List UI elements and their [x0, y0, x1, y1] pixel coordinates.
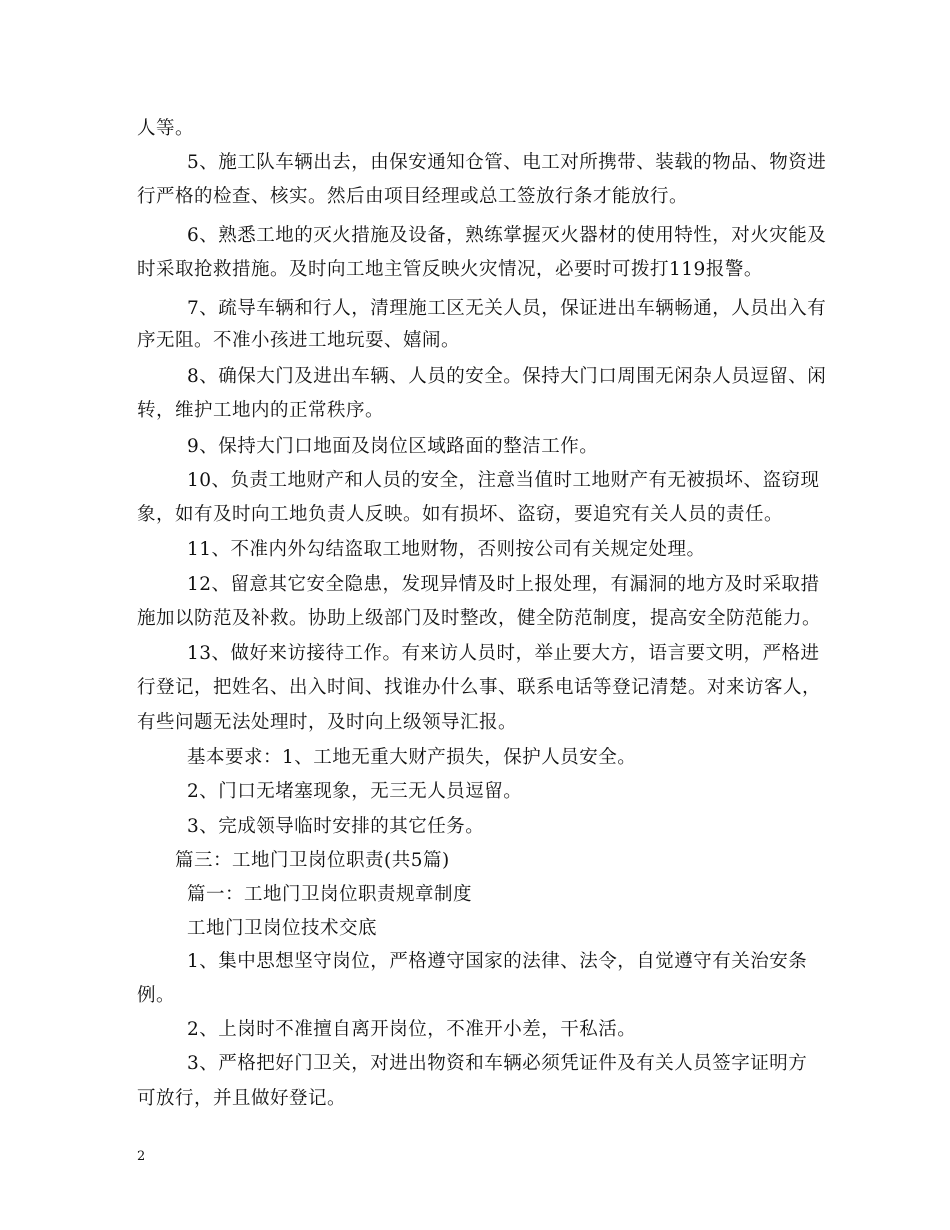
text-line: 3、完成领导临时安排的其它任务。: [187, 816, 485, 837]
text-line: 13、做好来访接待工作。有来访人员时，举止要大方，语言要文明，严格进: [187, 643, 820, 664]
text-line: 篇三：工地门卫岗位职责(共5篇): [175, 850, 450, 871]
text-line: 基本要求：1、工地无重大财产损失，保护人员安全。: [187, 747, 637, 768]
text-line: 篇一：工地门卫岗位职责规章制度: [187, 884, 473, 905]
text-line: 2、门口无堵塞现象，无三无人员逗留。: [187, 781, 523, 802]
text-line: 行登记，把姓名、出入时间、找谁办什么事、联系电话等登记清楚。对来访客人，: [137, 677, 822, 698]
text-line: 5、施工队车辆出去，由保安通知仓管、电工对所携带、装载的物品、物资进: [187, 152, 827, 173]
text-line: 人等。: [137, 118, 195, 139]
text-line: 1、集中思想坚守岗位，严格遵守国家的法律、法令，自觉遵守有关治安条: [187, 951, 808, 972]
text-line: 行严格的检查、核实。然后由项目经理或总工签放行条才能放行。: [137, 186, 689, 207]
text-line: 例。: [137, 985, 176, 1006]
text-line: 8、确保大门及进出车辆、人员的安全。保持大门口周围无闲杂人员逗留、闲: [187, 366, 827, 387]
text-line: 3、严格把好门卫关，对进出物资和车辆必须凭证件及有关人员签字证明方: [187, 1053, 808, 1074]
text-line: 工地门卫岗位技术交底: [187, 918, 378, 939]
text-line: 6、熟悉工地的灭火措施及设备，熟练掌握灭火器材的使用特性，对火灾能及: [187, 225, 827, 246]
text-line: 转，维护工地内的正常秩序。: [137, 400, 385, 421]
text-line: 7、疏导车辆和行人，清理施工区无关人员，保证进出车辆畅通，人员出入有: [187, 298, 827, 319]
text-line: 2、上岗时不准擅自离开岗位，不准开小差，干私活。: [187, 1019, 637, 1040]
text-line: 象，如有及时向工地负责人反映。如有损坏、盗窃，要追究有关人员的责任。: [137, 504, 784, 525]
text-line: 时采取抢救措施。及时向工地主管反映火灾情况，必要时可拨打119报警。: [137, 259, 763, 280]
text-line: 12、留意其它安全隐患，发现异情及时上报处理，有漏洞的地方及时采取措: [187, 574, 820, 595]
text-line: 序无阻。不准小孩进工地玩耍、嬉闹。: [137, 330, 461, 351]
page-number: 2: [137, 1149, 146, 1164]
text-line: 可放行，并且做好登记。: [137, 1088, 347, 1109]
text-line: 有些问题无法处理时，及时向上级领导汇报。: [137, 712, 518, 733]
text-line: 11、不准内外勾结盗取工地财物，否则按公司有关规定处理。: [187, 539, 706, 560]
text-line: 9、保持大门口地面及岗位区域路面的整洁工作。: [187, 436, 599, 457]
text-line: 10、负责工地财产和人员的安全，注意当值时工地财产有无被损坏、盗窃现: [187, 470, 820, 491]
text-line: 施加以防范及补救。协助上级部门及时整改，健全防范制度，提高安全防范能力。: [137, 608, 822, 629]
